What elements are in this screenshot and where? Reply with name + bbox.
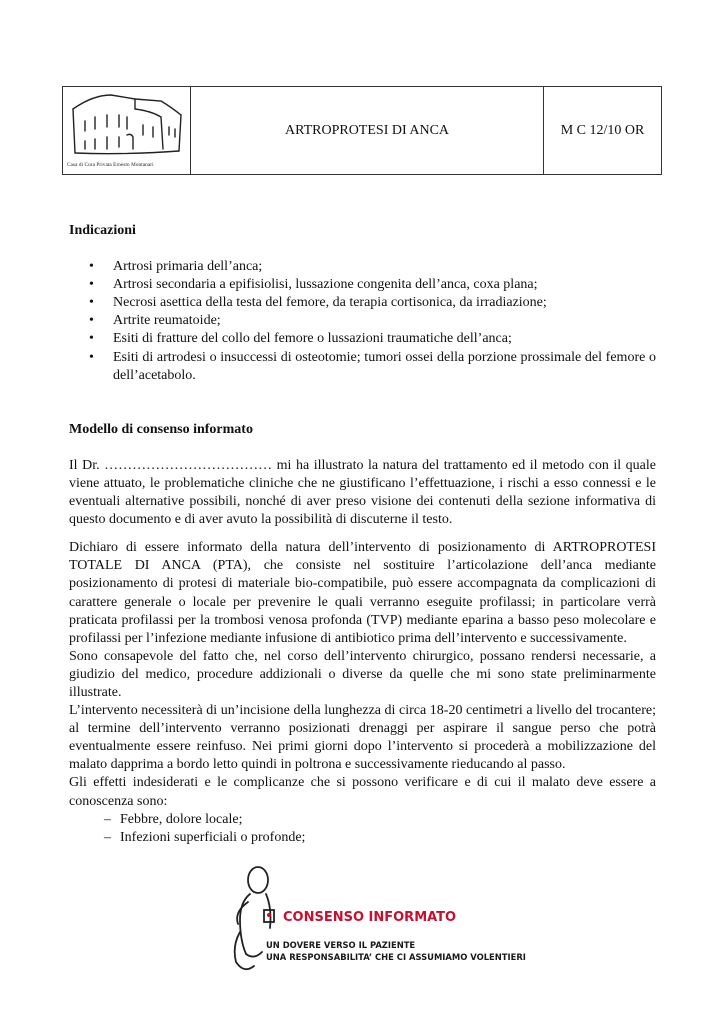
- list-item: – Febbre, dolore locale;: [69, 811, 656, 829]
- list-item: • Necrosi asettica della testa del femore, da terapia cortisonica, da irradiazione;: [69, 294, 656, 312]
- stamp-line-2: UNA RESPONSABILITA’ CHE CI ASSUMIAMO VOLENTIERI: [266, 952, 526, 962]
- section-heading-consenso: Modello di consenso informato: [69, 421, 253, 437]
- document-header: [62, 86, 662, 175]
- list-item: – Infezioni superficiali o profonde;: [69, 829, 656, 847]
- clinic-logo: [63, 87, 191, 174]
- paragraph-intervento: L’intervento necessiterà di un’incisione della lunghezza di circa 18-20 centimetri a livello del trocantere; al termine dell’intervento verranno posizionati drenaggi per aspirare il sangue perso che potrà eventualmente essere reinfuso. Nei primi giorni dopo l’intervento si procederà a mobilizzazione del malato dapprima a bordo letto quindi in poltrona e successivamente rieducando al passo.: [69, 703, 656, 773]
- list-item: • Esiti di artrodesi o insuccessi di osteotomie; tumori ossei della porzione prossimale del femore o dell’acetabolo.: [69, 349, 656, 385]
- stamp-line-1: UN DOVERE VERSO IL PAZIENTE: [266, 940, 416, 950]
- paragraph-effetti: Gli effetti indesiderati e le complicanze che si possono verificare e di cui il malato deve essere a conoscenza sono:: [69, 775, 656, 809]
- document-code: M C 12/10 OR: [560, 122, 645, 138]
- paragraph-intro: Il Dr. ……………………………… mi ha illustrato la natura del trattamento ed il metodo con il quale viene attuato, le problematiche cliniche che ne giustificano l’effettuazione, i rischi a esso connessi e le eventuali alternative possibili, nonché di aver preso visione dei contenuti della sezione informativa di questo documento e di aver avuto la possibilità di discuterne il testo.: [69, 457, 656, 528]
- list-item: • Esiti di fratture del collo del femore o lussazioni traumatiche dell’anca;: [69, 330, 656, 348]
- person-icon: [226, 862, 286, 982]
- section-heading-indicazioni: Indicazioni: [69, 223, 136, 238]
- document-title: ARTROPROTESI DI ANCA: [191, 87, 544, 174]
- list-item: • Artrosi secondaria a epifisiolisi, lussazione congenita dell’anca, coxa plana;: [69, 276, 656, 294]
- complications-list: [69, 811, 656, 847]
- document-body: [69, 222, 656, 847]
- list-item: • Artrosi primaria dell’anca;: [69, 258, 656, 276]
- building-logo-icon: [63, 87, 190, 161]
- consent-stamp: [226, 862, 526, 987]
- stamp-title: CONSENSO INFORMATO: [283, 910, 457, 925]
- paragraph-dichiarazione: Dichiaro di essere informato della natura dell’intervento di posizionamento di ARTROPROTESI TOTALE DI ANCA (PTA), che consiste nel sostituire l’articolazione dell’anca mediante posizionamento di protesi di materiale bio-compatibile, può essere accompagnata da complicazioni di carattere generale o locale per prevenire le quali verranno eseguite profilassi; in particolare verrà praticata profilassi per la trombosi venosa profonda (TVP) mediante eparina a basso peso molecolare e profilassi per l’infezione mediante infusione di antibiotico prima dell’intervento e successivamente.: [69, 540, 656, 646]
- paragraph-consapevolezza: Sono consapevole del fatto che, nel corso dell’intervento chirurgico, possano rendersi necessarie, a giudizio del medico, procedure addizionali o diverse da quelle che mi sono state preliminarmente illustrate.: [69, 648, 656, 700]
- list-item: • Artrite reumatoide;: [69, 312, 656, 330]
- indications-list: [69, 258, 656, 385]
- clinic-name: Casa di Cura Privata Ernesto Montanari: [67, 162, 154, 168]
